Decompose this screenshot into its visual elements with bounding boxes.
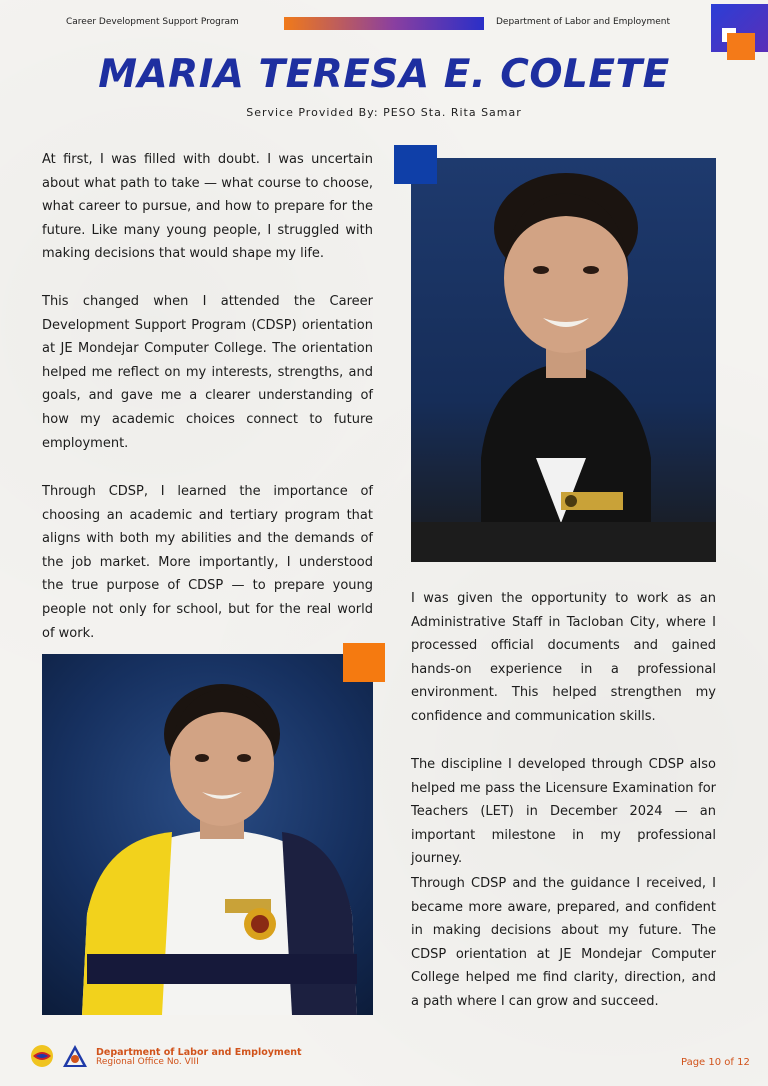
- portrait-photo-uniform: [42, 654, 373, 1015]
- page-title: MARIA TERESA E. COLETE: [98, 52, 670, 97]
- accent-square-orange: [343, 643, 385, 682]
- header-gradient-bar: [284, 17, 484, 30]
- footer-page-number: Page 10 of 12: [681, 1057, 750, 1068]
- paragraph-orientation: This changed when I attended the Career Development Support Program (CDSP) orientation at JE Mondejar Computer College. The orientation helped me reflect on my interests, strengths, and goals, and gave me a clearer understanding of how my academic choices connect to future employment.: [42, 294, 373, 451]
- dole-logo-icon: [62, 1044, 88, 1068]
- header-program-label: Career Development Support Program: [66, 17, 239, 27]
- portrait-uniform-illustration: [42, 654, 373, 1015]
- portrait-bottom-strip: [411, 522, 716, 562]
- paragraph-doubt: At first, I was filled with doubt. I was uncertain about what path to take — what course to choose, what career to pursue, and how to prepare for the future. Like many young people, I struggled with making decisions that would shape my life.: [42, 152, 373, 262]
- footer-region: Regional Office No. VIII: [96, 1057, 199, 1067]
- portrait-photo-formal: [411, 158, 716, 562]
- header-department-label: Department of Labor and Employment: [496, 17, 670, 27]
- accent-square-blue: [394, 145, 437, 184]
- portrait-formal-illustration: [411, 158, 716, 562]
- paragraph-learning: Through CDSP, I learned the importance of choosing an academic and tertiary program that aligns with both my abilities and the demands of the job market. More importantly, I understood the true purpose of CDSP — to prepare young people not only for school, but for the real world of work.: [42, 484, 373, 641]
- paragraph-conclusion: Through CDSP and the guidance I received, I became more aware, prepared, and confident in making decisions about my future. The CDSP orientation at JE Mondejar Computer College helped me find clarity, direction, and a path where I can grow and succeed.: [411, 876, 716, 1009]
- footer-organization: Department of Labor and Employment: [96, 1047, 302, 1058]
- page-subtitle: Service Provided By: PESO Sta. Rita Samar: [246, 106, 522, 119]
- paragraph-licensure: The discipline I developed through CDSP also helped me pass the Licensure Examination for Teachers (LET) in December 2024 — an important milestone in my professional journey.: [411, 757, 716, 867]
- paragraph-work-experience: I was given the opportunity to work as an Administrative Staff in Tacloban City, where I processed official documents and gained hands-on experience in a professional environment. This helped strengthen my confidence and communication skills.: [411, 591, 716, 724]
- bagong-pilipinas-logo-icon: [30, 1044, 54, 1068]
